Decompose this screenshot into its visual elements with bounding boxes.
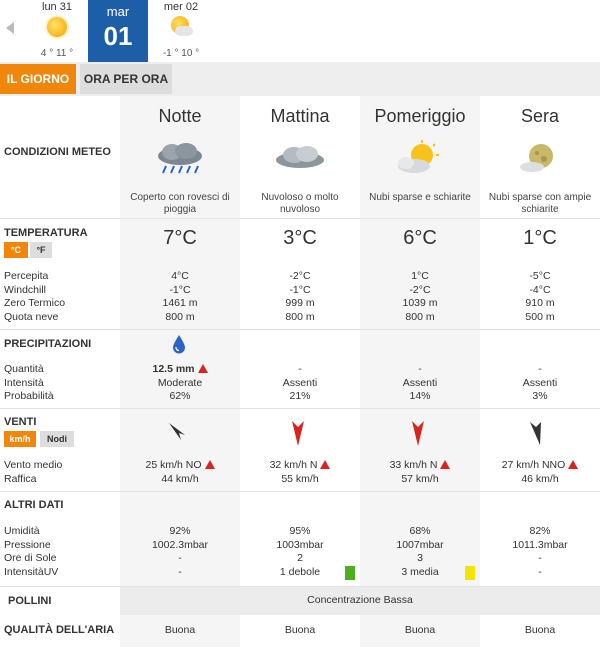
uv-indicator-low [345,566,355,580]
aria-value: Buona [284,624,316,636]
wind-arrow-nw-icon [166,420,190,444]
cell-value: 1011.3mbar [512,538,568,551]
row-label: Probabilità [4,390,54,402]
unit-nodi-button[interactable]: Nodi [40,431,74,447]
cell-value: - [538,565,542,578]
cell-value: Assenti [282,376,318,389]
wind-arrow-n-icon [410,417,426,447]
day-number: 01 [103,21,133,51]
precip-col [360,363,480,404]
temperature-value: 1°C [523,227,557,249]
rain-drop-icon [172,334,186,354]
row-label: Zero Termico [4,297,66,309]
temp-rows-labels [4,270,65,324]
precip-label: PRECIPITAZIONI [4,338,92,350]
cell-value: - [538,552,542,564]
period-sera: Sera [520,106,560,126]
temp-rows-col [120,270,240,324]
cell-value: 800 m [405,310,435,323]
row-label: Intensità [4,376,44,389]
conditions-label: CONDIZIONI METEO [4,146,111,158]
warning-icon [198,364,208,373]
day-name: mer 02 [163,1,199,13]
condition-desc: Nuvoloso o molto nuvoloso [261,192,339,215]
other-col [360,525,480,579]
condition-desc: Nubi sparse e schiarite [369,192,471,203]
cell-value: 3% [532,390,548,402]
cell-value: 999 m [285,297,315,309]
row-label: Vento medio [4,459,63,471]
aria-value: Buona [524,624,556,636]
wind-col [240,459,360,486]
cell-value: 82% [529,525,551,537]
cell-value: 1°C [411,270,429,282]
cell-value: 4°C [171,270,189,282]
cell-value: 1039 m [402,297,438,309]
cell-value: - [178,565,182,578]
temp-rows-col [240,270,360,324]
cell-value: 21% [289,390,311,402]
row-label: IntensitàUV [4,565,59,578]
cell-value: 800 m [165,310,195,323]
condition-desc: Nubi sparse con ampie schiarite [488,192,592,215]
cell-value: 68% [409,525,431,537]
wind-speed: 33 km/h N [389,459,438,471]
cell-value: - [418,363,422,375]
sun-icon [47,17,67,37]
cell-value: 55 km/h [281,472,319,485]
cell-value: -2°C [289,270,311,282]
cell-value: 46 km/h [521,472,559,485]
cell-value: 910 m [525,297,555,309]
day-selector [0,0,212,62]
cell-value: -4°C [529,283,551,296]
sun-cloud-icon [392,140,448,180]
wind-speed: 32 km/h N [269,459,318,471]
temperature-value: 6°C [403,227,437,249]
pollini-label: POLLINI [8,595,52,607]
wind-label: VENTI [4,416,37,428]
uv-indicator-medium [465,566,475,580]
cell-value: Assenti [522,376,558,389]
warning-icon [320,460,330,469]
day-name: mar [106,4,130,19]
day-name: lun 31 [42,1,72,13]
pollini-value: Concentrazione Bassa [307,594,413,606]
cell-value: - [538,363,542,375]
tab-il-giorno[interactable]: IL GIORNO [0,64,76,94]
wind-col [480,459,600,486]
period-mattina: Mattina [270,106,330,126]
aria-label: QUALITÀ DELL'ARIA [4,624,115,636]
unit-celsius-button[interactable]: °C [4,242,28,258]
cloud-icon [272,140,328,180]
cell-value: 800 m [285,310,315,323]
precip-rows-labels [4,363,54,404]
temperature-value: 7°C [163,227,197,249]
chevron-left-icon[interactable] [6,22,14,34]
row-label: Umidità [4,525,40,537]
cell-value: -1°C [169,283,191,296]
row-label: Quota neve [4,310,59,323]
other-label: ALTRI DATI [4,499,64,511]
temperature-label: TEMPERATURA [4,227,88,239]
other-col [480,525,600,579]
cell-value: 44 km/h [161,472,199,485]
cell-value: 1003mbar [276,538,324,551]
precip-amount: 12.5 mm [152,363,195,375]
day-temps: -1 ° 10 ° [162,48,200,59]
tab-ora-per-ora[interactable]: ORA PER ORA [80,64,172,94]
aria-row [0,615,600,647]
cell-value: 500 m [525,310,555,323]
precip-col [240,363,360,404]
cell-value: 1002.3mbar [151,538,209,551]
day-mer-02[interactable] [150,0,212,62]
other-col [120,525,240,579]
cell-value: 3 [417,552,423,564]
wind-speed: 25 km/h NO [145,459,202,471]
aria-value: Buona [164,624,196,636]
pollini-row [0,587,600,615]
day-mar-01-selected[interactable] [88,0,148,62]
temp-rows-col [360,270,480,324]
period-notte: Notte [158,106,202,126]
cell-value: 3 media [401,565,439,578]
warning-icon [440,460,450,469]
unit-fahrenheit-button[interactable]: °F [30,242,52,258]
row-label: Quantità [4,363,44,375]
row-label: Pressione [4,538,51,551]
cell-value: Assenti [402,376,438,389]
other-col [240,525,360,579]
cell-value: Moderate [157,376,203,389]
wind-arrow-n-icon [290,417,306,447]
aria-value: Buona [404,624,436,636]
unit-kmh-button[interactable]: km/h [4,431,36,447]
wind-speed: 27 km/h NNO [501,459,566,471]
condition-desc: Coperto con rovesci di pioggia [130,192,230,215]
cell-value: 1461 m [162,297,198,309]
cell-value: -5°C [529,270,551,282]
cell-value: 95% [289,525,311,537]
precip-col [120,363,240,404]
other-rows-labels [4,525,58,579]
row-label: Raffica [4,472,37,485]
temp-rows-col [480,270,600,324]
warning-icon [205,460,215,469]
wind-arrow-nno-icon [528,418,546,446]
temperature-value: 3°C [283,227,317,249]
cell-value: 92% [169,525,191,537]
sun-cloud-icon [169,16,193,38]
cell-value: 1007mbar [396,538,444,551]
cell-value: -1°C [289,283,311,296]
cell-value: 57 km/h [401,472,439,485]
wind-col [120,459,240,486]
cell-value: 1 debole [279,565,321,578]
row-label: Windchill [4,283,47,296]
day-temps: 4 ° 11 ° [40,48,74,59]
row-label: Percepita [4,270,49,282]
moon-cloud-icon [512,140,568,180]
wind-rows-labels [4,459,62,486]
precip-col [480,363,600,404]
row-label: Ore di Sole [4,552,57,564]
cloud-rain-icon [152,140,208,180]
cell-value: - [178,552,182,564]
cell-value: - [298,363,302,375]
day-lun-31[interactable] [26,0,88,62]
wind-col [360,459,480,486]
cell-value: 62% [169,390,191,402]
cell-value: 2 [297,552,303,564]
warning-icon [568,460,578,469]
period-pomeriggio: Pomeriggio [374,106,466,126]
cell-value: -2°C [409,283,431,296]
cell-value: 14% [409,390,431,402]
